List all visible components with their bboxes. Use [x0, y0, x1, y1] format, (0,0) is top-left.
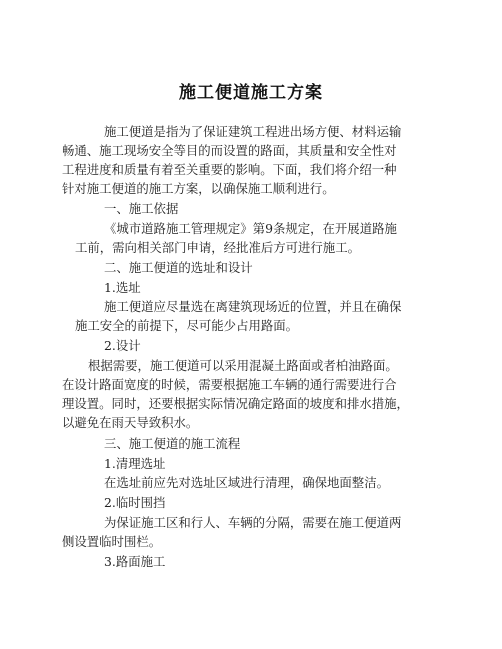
subsection-heading: 1.清理选址 [104, 456, 166, 471]
paragraph-line: 在设计路面宽度的时候，需要根据施工车辆的通行需要进行合 [62, 377, 397, 392]
subsection-heading: 1.选址 [104, 280, 141, 295]
paragraph-line: 《城市道路施工管理规定》第9条规定，在开展道路施 [104, 221, 397, 236]
paragraph-line: 畅通、施工现场安全等目的而设置的路面，其质量和安全性对 [62, 143, 397, 158]
section-heading: 一、施工依据 [104, 201, 179, 216]
paragraph-line: 在选址前应先对选址区域进行清理，确保地面整洁。 [104, 475, 389, 490]
paragraph-line: 工前，需向相关部门申请，经批准后方可进行施工。 [75, 240, 360, 255]
paragraph-line: 施工便道应尽量选在离建筑现场近的位置，并且在确保 [104, 299, 402, 314]
paragraph-line: 施工安全的前提下，尽可能少占用路面。 [75, 318, 299, 333]
section-heading: 三、施工便道的施工流程 [104, 436, 241, 451]
paragraph-line: 工程进度和质量有着至关重要的影响。下面，我们将介绍一种 [62, 162, 397, 177]
paragraph-line: 施工便道是指为了保证建筑工程进出场方便、材料运输 [104, 124, 402, 139]
paragraph-line: 为保证施工区和行人、车辆的分隔，需要在施工便道两 [104, 515, 402, 530]
paragraph-line: 理设置。同时，还要根据实际情况确定路面的坡度和排水措施， [62, 396, 409, 411]
subsection-heading: 3.路面施工 [104, 554, 166, 569]
paragraph-line: 侧设置临时围栏。 [62, 534, 162, 549]
paragraph-line: 以避免在雨天导致积水。 [62, 415, 199, 430]
paragraph-line: 针对施工便道的施工方案，以确保施工顺利进行。 [62, 181, 335, 196]
document-title: 施工便道施工方案 [179, 83, 323, 103]
subsection-heading: 2.设计 [104, 338, 141, 353]
paragraph-line: 根据需要，施工便道可以采用混凝土路面或者柏油路面。 [88, 358, 398, 373]
subsection-heading: 2.临时围挡 [104, 495, 166, 510]
section-heading: 二、施工便道的选址和设计 [104, 260, 253, 275]
